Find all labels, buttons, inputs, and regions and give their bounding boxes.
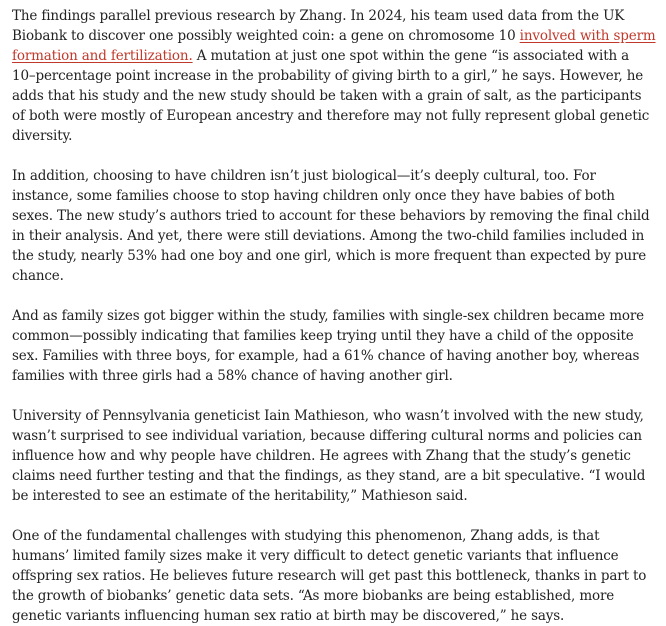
paragraph-1 <box>12 6 656 146</box>
paragraph-1-text-start: The findings parallel previous research by Zhang. In 2024, his team used data from the UK Biobank to discover one possibly weighted coin: a gene on chromosome 10 <box>12 8 625 44</box>
paragraph-3: And as family sizes got bigger within the study, families with single-sex children became more common—possibly indicating that families keep trying until they have a child of the opposite sex. Families with three boys, for example, had a 61% chance of having another boy, whereas families with three girls had a 58% chance of having another girl. <box>12 308 644 384</box>
paragraph-2: In addition, choosing to have children isn’t just biological—it’s deeply cultural, too. For instance, some families choose to stop having children only once they have babies of both sexes. The new study’s authors tried to account for these behaviors by removing the final child in their analysis. And yet, there were still deviations. Among the two-child families included in the study, nearly 53% had one boy and one girl, which is more frequent than expected by pure chance. <box>12 168 650 284</box>
sperm-formation-link[interactable]: involved with sperm formation and fertilization. <box>12 28 656 64</box>
paragraph-5: One of the fundamental challenges with studying this phenomenon, Zhang adds, is that humans’ limited family sizes make it very difficult to detect genetic variants that influence offspring sex ratios. He believes future research will get past this bottleneck, thanks in part to the growth of biobanks’ genetic data sets. “As more biobanks are being established, more genetic variants influencing human sex ratio at birth may be discovered,” he says. <box>12 528 647 624</box>
paragraph-4: University of Pennsylvania geneticist Iain Mathieson, who wasn’t involved with the new study, wasn’t surprised to see individual variation, because differing cultural norms and policies can influence how and why people have children. He agrees with Zhang that the study’s genetic claims need further testing and that the findings, as they stand, are a bit speculative. “I would be interested to see an estimate of the heritability,” Mathieson said. <box>12 408 646 504</box>
paragraph-1-text-end: A mutation at just one spot within the gene “is associated with a 10–percentage point increase in the probability of giving birth to a girl,” he says. However, he adds that his study and the new study should be taken with a grain of salt, as the participants of both were mostly of European ancestry and therefore may not fully represent global genetic diversity. <box>12 48 650 144</box>
